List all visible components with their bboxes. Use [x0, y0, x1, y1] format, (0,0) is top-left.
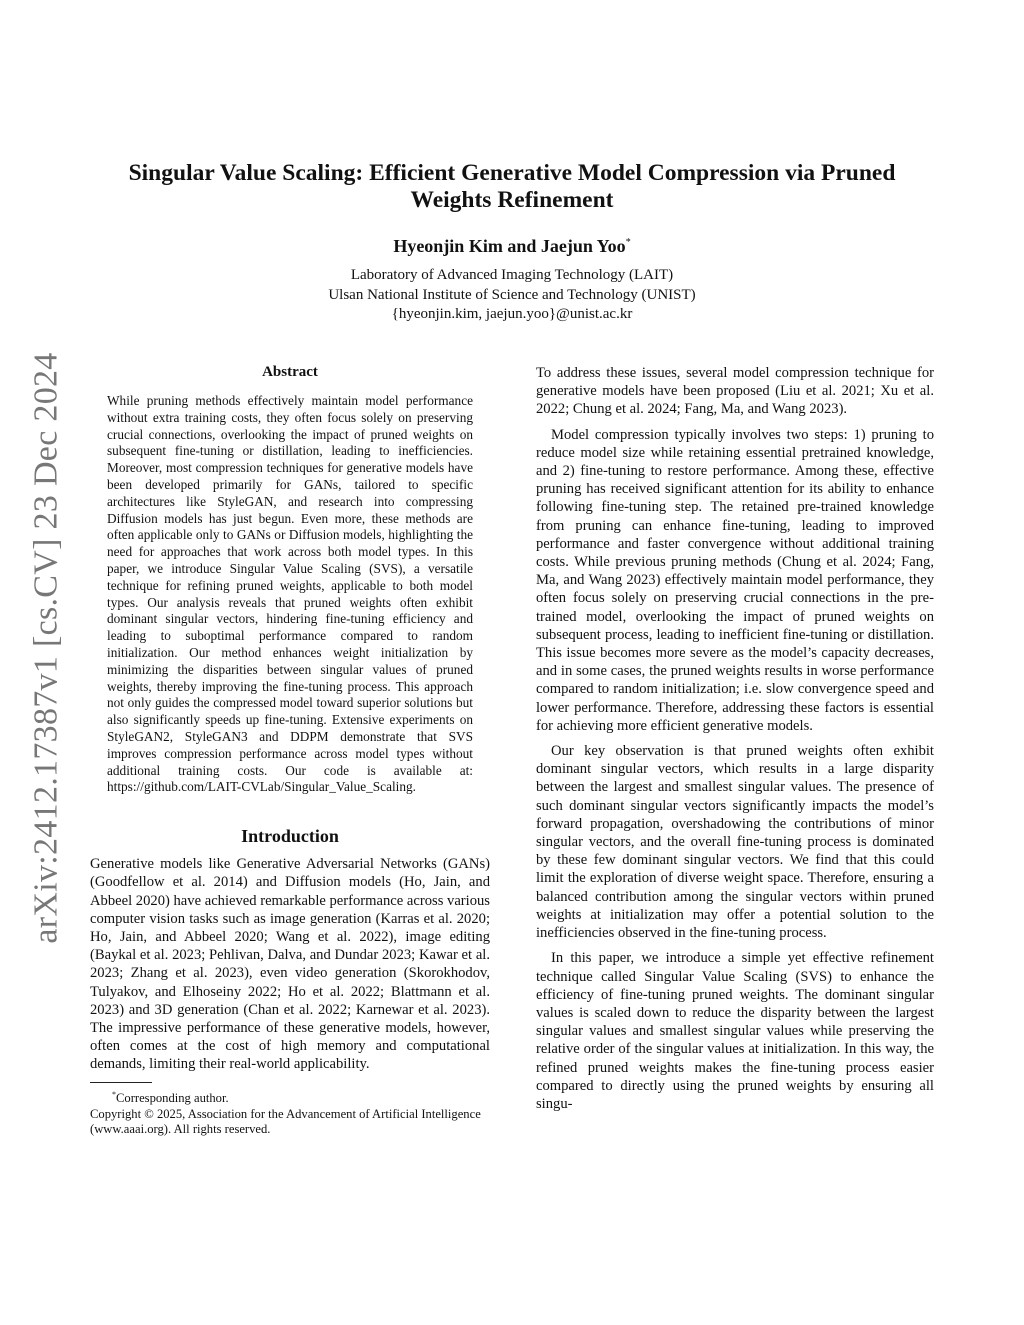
footnote-corresponding-text: Corresponding author.	[116, 1090, 229, 1105]
footnote-mark: *	[112, 1089, 116, 1099]
author-names: Hyeonjin Kim and Jaejun Yoo	[393, 236, 626, 256]
body-paragraph: In this paper, we introduce a simple yet effective refinement technique called Singular Value Scaling (SVS) to enhance the efficiency of fine-tuning pruned weights. The dominant singular values is scaled down to reduce the disparity between the largest singular values and smallest singular values while preserving the relative order of the singular values at initialization. In this way, the refined pruned weights makes the fine-tuning process easier compared to directly using the pruned weights by ensuring all singu-	[536, 950, 934, 1112]
body-paragraph: Model compression typically involves two steps: 1) pruning to reduce model size while retaining essential pretrained knowledge, and 2) fine-tuning to restore performance. Among these, effective pruning has received significant attention for its ability to enhance following fine-tuning step. The retained pre-trained knowledge from pruning can enhance fine-tuning, leading to improved performance and faster convergence without additional training costs. While previous pruning methods (Chung et al. 2024; Fang, Ma, and Wang 2023) effectively maintain model performance, they often focus solely on preserving crucial connections in the pre-trained model, overlooking the impact of pruned weights on subsequent process, leading to inefficient fine-tuning or distillation. This issue becomes more severe as the model’s capacity decreases, and in some cases, the pruned weights results in worse performance compared to random initialization; i.e. slow convergence speed and lower performance. Therefore, addressing these factors is essential for achieving more efficient generative models.	[536, 426, 934, 734]
footnote-copyright: Copyright © 2025, Association for the Advancement of Artificial Intelligence (www.aaai.org). All rights reserved.	[90, 1106, 481, 1137]
paper-title: Singular Value Scaling: Efficient Generative Model Compression via Pruned Weights Refinement	[128, 160, 896, 213]
introduction-heading: Introduction	[241, 826, 339, 847]
author-footnote-mark: *	[625, 237, 631, 248]
arxiv-id: arXiv:2412.17387v1 [cs.CV] 23 Dec 2024	[28, 351, 66, 944]
left-column	[90, 364, 490, 1138]
footnote-divider	[90, 1082, 152, 1083]
author-emails: {hyeonjin.kim, jaejun.yoo}@unist.ac.kr	[391, 306, 633, 322]
footnote	[90, 1087, 490, 1139]
introduction-paragraph: Generative models like Generative Adversarial Networks (GANs) (Goodfellow et al. 2014) and Diffusion models (Ho, Jain, and Abbeel 2020) have achieved remarkable performance across various computer vision tasks such as image generation (Karras et al. 2020; Ho, Jain, and Abbeel 2020; Wang et al. 2022), image editing (Baykal et al. 2023; Pehlivan, Dalva, and Dundar 2023; Kawar et al. 2023; Zhang et al. 2023), even video generation (Skorokhodov, Tulyakov, and Elhoseiny 2022; Ho et al. 2022; Blattmann et al. 2023) and 3D generation (Chan et al. 2022; Karnewar et al. 2023). The impressive performance of these generative models, however, often comes at the cost of high memory and computational demands, limiting their real-world applicability.	[90, 856, 490, 1073]
body-paragraph: To address these issues, several model compression technique for generative models have been proposed (Liu et al. 2021; Xu et al. 2022; Chung et al. 2024; Fang, Ma, and Wang 2023).	[536, 365, 934, 418]
affiliation	[100, 266, 924, 325]
affiliation-institute: Ulsan National Institute of Science and Technology (UNIST)	[328, 286, 696, 303]
authors	[100, 236, 924, 257]
body-paragraph: Our key observation is that pruned weights often exhibit dominant singular vectors, which results in a large disparity between the largest and smallest singular values. The presence of such dominant singular vectors significantly impacts the model’s forward propagation, overshadowing the contributions of minor singular vectors, and the overall fine-tuning process is dominated by these few dominant singular vectors. We find that this could limit the exploration of diverse weight space. Therefore, ensuring a balanced contribution among the singular vectors within pruned weights at initialization may offer a potential solution to the inefficiencies observed in the fine-tuning process.	[536, 743, 934, 942]
right-column	[536, 364, 934, 1120]
affiliation-lab: Laboratory of Advanced Imaging Technology (LAIT)	[350, 267, 674, 283]
footnote-corresponding	[90, 1087, 490, 1107]
arxiv-side-stamp	[22, 350, 72, 945]
abstract-text: While pruning methods effectively maintain model performance without extra training costs, they often focus solely on preserving crucial connections, overlooking the impact of pruned weights on subsequent fine-tuning or distillation, leading to inefficiencies. Moreover, most compression techniques for generative models have been developed primarily for GANs, tailored to specific architectures like StyleGAN, and research into compressing Diffusion models has just begun. Even more, these methods are often applicable only to GANs or Diffusion models, highlighting the need for approaches that work across both model types. In this paper, we introduce Singular Value Scaling (SVS), a versatile technique for refining pruned weights, applicable to both model types. Our analysis reveals that pruned weights often exhibit dominant singular vectors, hindering fine-tuning efficiency and leading to suboptimal performance compared to random initialization. Our method enhances weight initialization by minimizing the disparities between singular values of pruned weights, thereby improving the fine-tuning process. This approach not only guides the compressed model toward superior solutions but also significantly speeds up fine-tuning. Extensive experiments on StyleGAN2, StyleGAN3 and DDPM demonstrate that SVS improves compression performance across model types without additional training costs. Our code is available at: https://github.com/LAIT-CVLab/Singular_Value_Scaling.	[107, 393, 473, 795]
abstract-heading: Abstract	[262, 364, 318, 380]
